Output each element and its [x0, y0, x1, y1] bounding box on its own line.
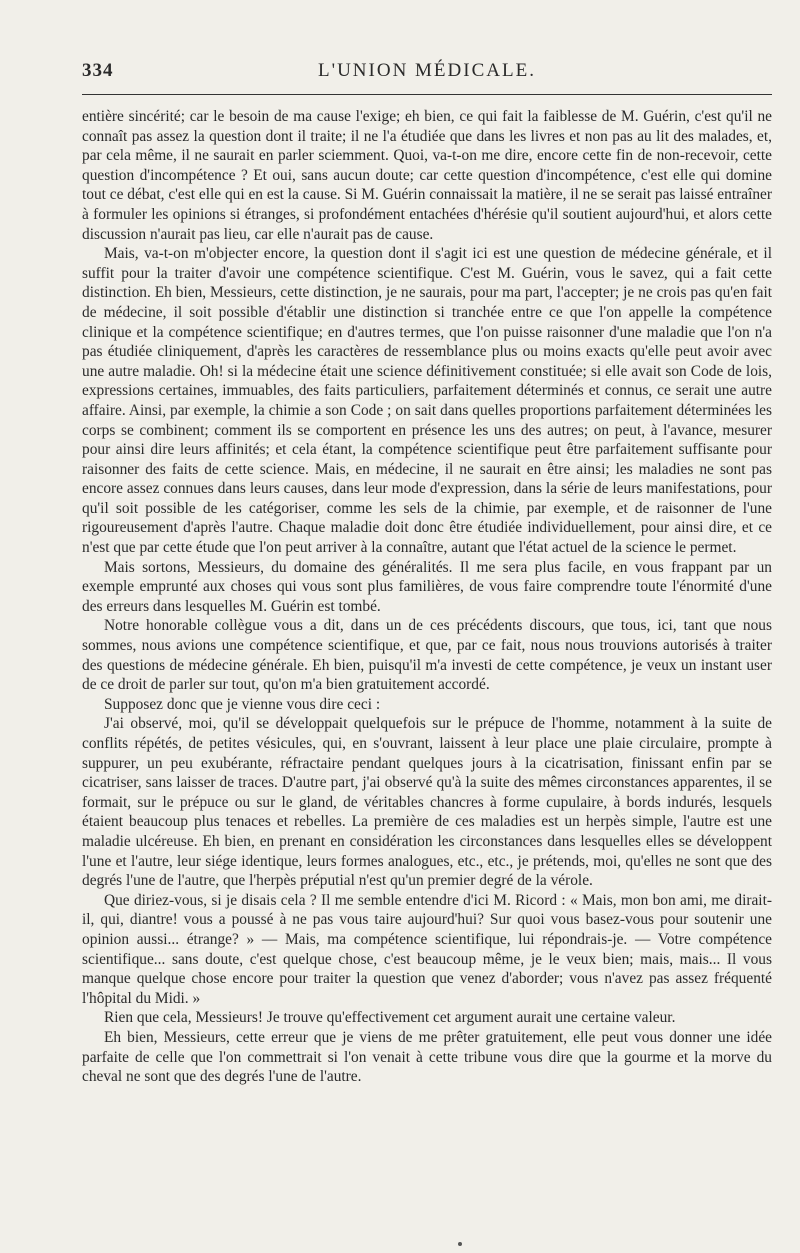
paragraph: Que diriez-vous, si je disais cela ? Il me semble entendre d'ici M. Ricord : « Mais, mon bon ami, me dirait-il, qui, diantre! vous a poussé à ne pas vous taire aujourd'hui? Sur quoi vous basez-vous pour soutenir une opinion aussi... étrange? » — Mais, ma compétence scientifique, lui répondrais-je. — Votre compétence scientifique... sans doute, c'est quelque chose, c'est beaucoup même, je le veux bien; mais, mais... Il vous manque quelque chose encore pour traiter la question que venez d'aborder; vous n'avez pas assez fréquenté l'hôpital du Midi. »	[82, 891, 772, 1007]
paragraph: J'ai observé, moi, qu'il se développait quelquefois sur le prépuce de l'homme, notamment à la suite de conflits répétés, de petites vésicules, qui, en s'ouvrant, laissent à leur place une plaie circulaire, prompte à suppurer, un peu exubérante, réfractaire pendant quelques jours à la cicatrisation, finissant enfin par se cicatriser, sans laisser de traces. D'autre part, j'ai observé qu'à la suite des mêmes circonstances apparentes, il se formait, sur le prépuce ou sur le gland, de véritables chancres à forme cupulaire, à bords indurés, lesquels étaient beaucoup plus tenaces et rebelles. La première de ces maladies est un herpès simple, l'autre est une maladie ulcéreuse. Eh bien, en prenant en considération les circonstances dans lesquelles elles se développent l'une et l'autre, leur siége identique, leurs formes analogues, etc., etc., je prétends, moi, qu'elles ne sont que des degrés l'une de l'autre, que l'herpès préputial n'est qu'un premier degré de la vérole.	[82, 715, 772, 890]
page-header	[82, 60, 772, 88]
paragraph: entière sincérité; car le besoin de ma cause l'exige; eh bien, ce qui fait la faiblesse de M. Guérin, c'est qu'il ne connaît pas assez la question dont il traite; il ne l'a étudiée que dans les livres et non pas au lit des malades, et, par cela même, il ne saurait en parler sciemment. Quoi, va-t-on me dire, encore cette fin de non-recevoir, cette question d'incompétence ? Et oui, sans aucun doute; car cette question d'incompétence, c'est elle qui domine tout ce débat, c'est elle qui en est la cause. Si M. Guérin connaissait la matière, il ne se serait pas laissé entraîner à formuler les opinions si étranges, si profondément entachées d'hérésie qu'il soutient aujourd'hui, et alors cette discussion n'aurait pas lieu, car elle n'aurait pas de cause.	[82, 108, 772, 243]
running-title: L'UNION MÉDICALE.	[318, 60, 536, 81]
paragraph: Rien que cela, Messieurs! Je trouve qu'effectivement cet argument aurait une certaine valeur.	[104, 1009, 676, 1027]
paragraph: Mais, va-t-on m'objecter encore, la question dont il s'agit ici est une question de médecine générale, et il suffit pour la traiter d'avoir une compétence scientifique. C'est M. Guérin, vous le savez, qui a fait cette distinction. Eh bien, Messieurs, cette distinction, je ne saurais, pour ma part, l'accepter; je ne crois pas qu'en fait de médecine, il soit possible d'établir une distinction si tranchée entre ce que l'on appelle la compétence clinique et la compétence scientifique; en d'autres termes, que l'on puisse raisonner d'une maladie que l'on n'a pas étudiée cliniquement, d'après les caractères de ressemblance plus ou moins exacts qu'elle peut avoir avec une autre maladie. Oh! si la médecine était une science définitivement constituée; si elle avait son Code de lois, expressions certaines, immuables, des faits particuliers, parfaitement déterminés et connus, ce serait une autre affaire. Ainsi, par exemple, la chimie a son Code ; on sait dans quelles proportions parfaitement déterminées les corps se combinent; comment ils se comportent en présence les uns des autres; on peut, à l'avance, mesurer pour ainsi dire leurs affinités; et cela étant, la compétence scientifique peut être parfaitement suffisante pour raisonner des faits de cette science. Mais, en médecine, il ne saurait en être ainsi; les maladies ne sont pas encore assez connues dans leurs causes, dans leur mode d'expression, dans la série de leurs manifestations, pour qu'il soit possible de les catégoriser, comme les sels de la chimie, par exemple, et de raisonner de l'une rigoureusement d'après l'autre. Chaque maladie doit donc être étudiée individuellement, pour ainsi dire, et ce n'est que par cette étude que l'on peut arriver à la connaître, autant que l'état actuel de la science le permet.	[82, 245, 772, 557]
paragraph: Supposez donc que je vienne vous dire ceci :	[104, 695, 381, 713]
page-number: 334	[82, 60, 114, 81]
paragraph: Mais sortons, Messieurs, du domaine des généralités. Il me sera plus facile, en vous frappant par un exemple emprunté aux choses qui vous sont plus familières, de vous faire comprendre toute l'énormité d'une des erreurs dans lesquelles M. Guérin est tombé.	[82, 558, 772, 615]
paragraph: Eh bien, Messieurs, cette erreur que je viens de me prêter gratuitement, elle peut vous donner une idée parfaite de celle que l'on commettrait si l'on venait à cette tribune vous dire que la gourme et la morve du cheval ne sont que des degrés l'une de l'autre.	[82, 1028, 772, 1086]
header-rule	[82, 94, 772, 95]
body-text	[82, 107, 772, 1087]
paragraph: Notre honorable collègue vous a dit, dans un de ces précédents discours, que tous, ici, tant que nous sommes, nous avions une compétence scientifique, et que, par ce fait, nous nous trouvions autorisés à traiter des questions de médecine générale. Eh bien, puisqu'il m'a investi de cette compétence, je veux un instant user de ce droit de parler sur tout, qu'on m'a bien gratuitement accordé.	[82, 617, 772, 694]
page-footer-dot	[458, 1242, 462, 1246]
